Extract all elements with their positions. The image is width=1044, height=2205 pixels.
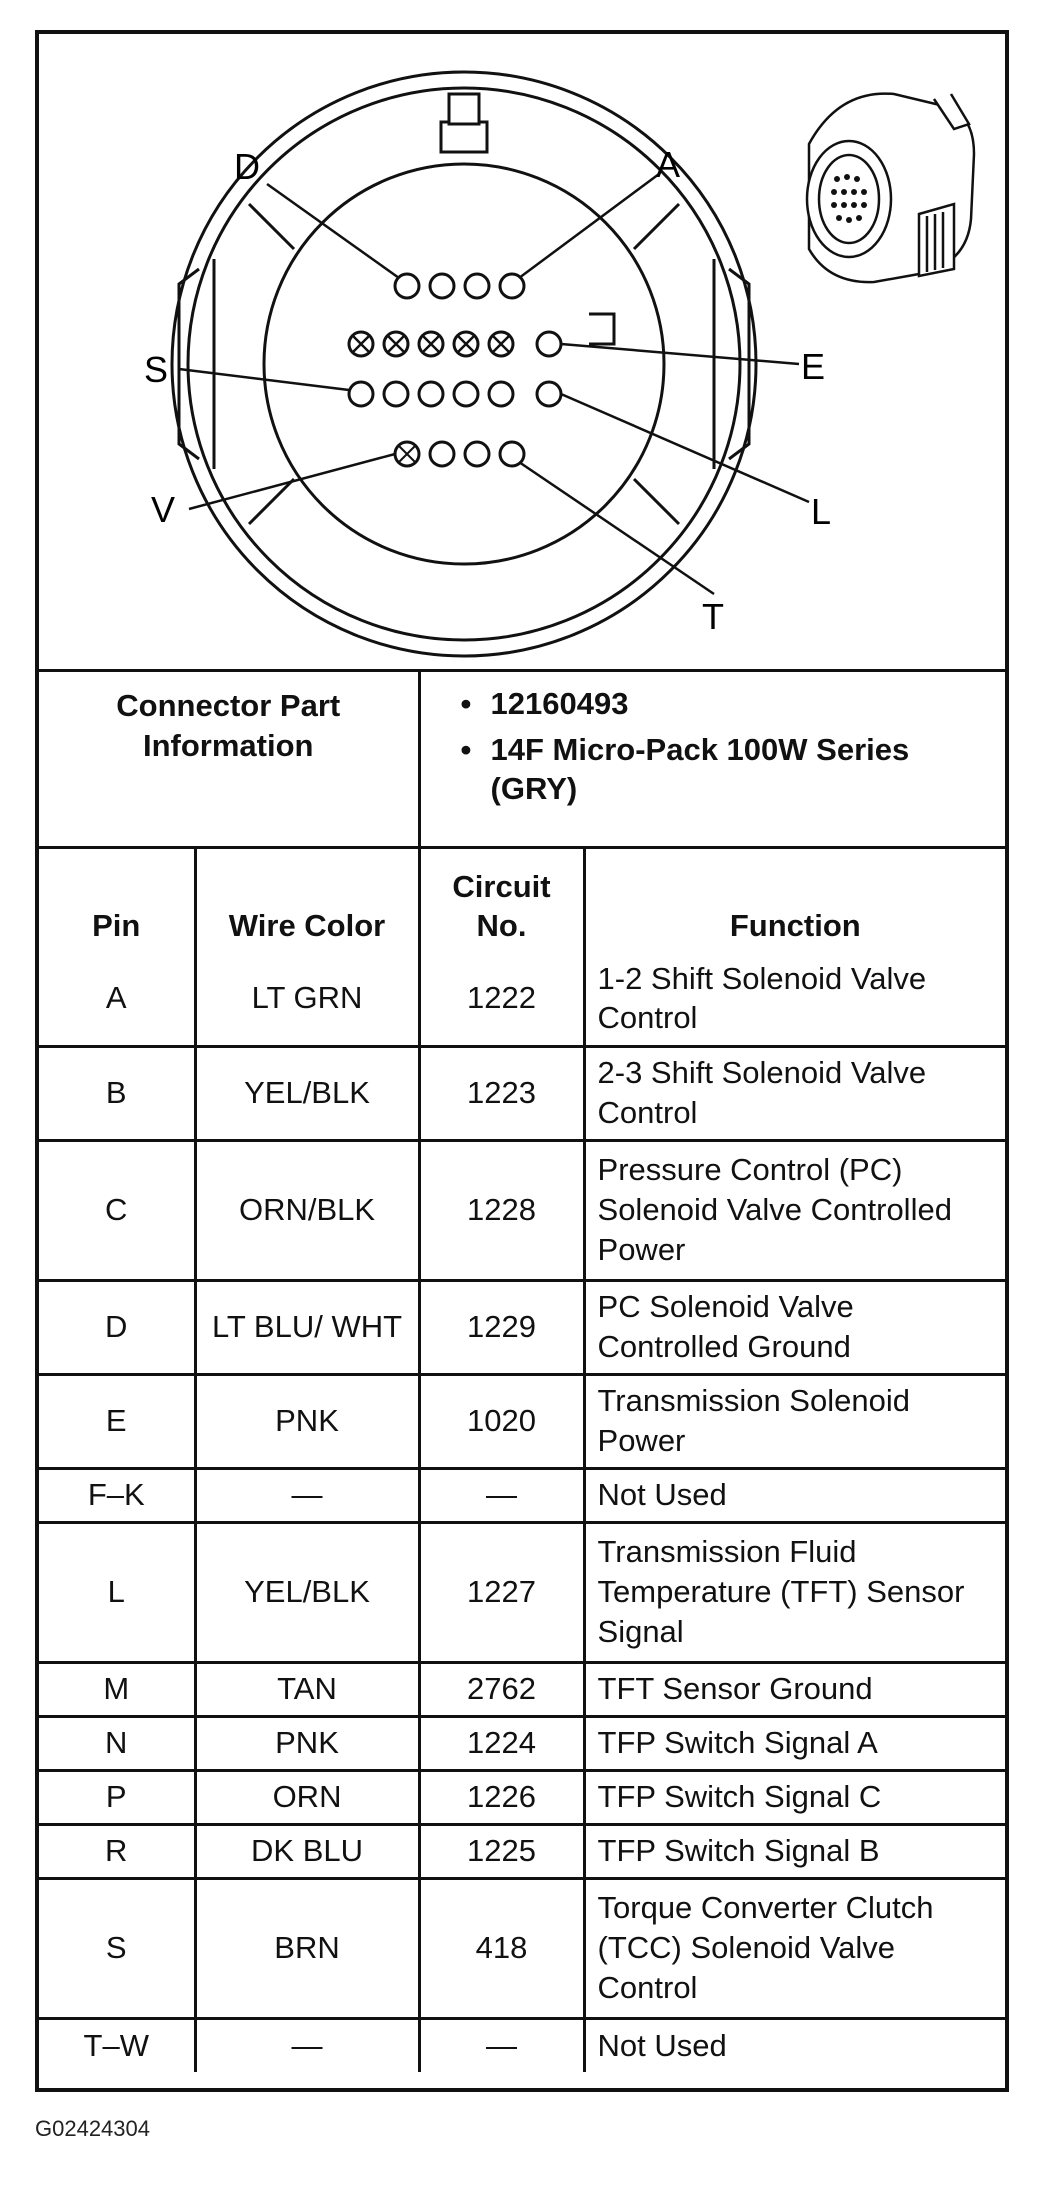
cell-pin: L: [39, 1522, 195, 1662]
cell-circuit: 1225: [419, 1824, 584, 1878]
cell-function: Torque Converter Clutch (TCC) Solenoid Valve Control: [584, 1878, 1005, 2018]
cell-circuit: 1226: [419, 1770, 584, 1824]
cell-pin: A: [39, 952, 195, 1046]
header-pin: Pin: [39, 848, 195, 953]
cell-function: TFT Sensor Ground: [584, 1662, 1005, 1716]
cell-wire-color: LT GRN: [195, 952, 419, 1046]
connector-part-number: • 12160493: [491, 684, 996, 724]
cell-wire-color: ORN/BLK: [195, 1140, 419, 1280]
cell-circuit: —: [419, 2018, 584, 2072]
cell-pin: M: [39, 1662, 195, 1716]
cell-pin: S: [39, 1878, 195, 2018]
cell-circuit: 1229: [419, 1280, 584, 1374]
connector-key: [441, 122, 487, 152]
cell-wire-color: PNK: [195, 1716, 419, 1770]
table-row: [39, 1046, 1005, 1140]
pin-row-1: [395, 274, 524, 298]
header-function: Function: [584, 848, 1005, 953]
table-row: [39, 1878, 1005, 2018]
pin-label-a: A: [656, 144, 681, 185]
cell-pin: C: [39, 1140, 195, 1280]
table-row: [39, 1468, 1005, 1522]
cell-circuit: 1224: [419, 1716, 584, 1770]
figure-code: G02424304: [35, 2116, 150, 2141]
cell-pin: N: [39, 1716, 195, 1770]
cell-wire-color: DK BLU: [195, 1824, 419, 1878]
cell-circuit: 1223: [419, 1046, 584, 1140]
table-row: [39, 2018, 1005, 2072]
cell-wire-color: BRN: [195, 1878, 419, 2018]
table-row: [39, 1824, 1005, 1878]
cell-wire-color: —: [195, 2018, 419, 2072]
cell-circuit: 1227: [419, 1522, 584, 1662]
pin-label-v: V: [151, 489, 176, 530]
table-row: [39, 1716, 1005, 1770]
cell-wire-color: YEL/BLK: [195, 1522, 419, 1662]
connector-info-row: [39, 672, 1005, 848]
cell-function: TFP Switch Signal C: [584, 1770, 1005, 1824]
pin-label-s: S: [144, 349, 169, 390]
table-row: [39, 1374, 1005, 1468]
table-row: [39, 1140, 1005, 1280]
pin-label-d: D: [234, 146, 260, 187]
cell-circuit: 1228: [419, 1140, 584, 1280]
cell-function: 2-3 Shift Solenoid Valve Control: [584, 1046, 1005, 1140]
table-row: [39, 1662, 1005, 1716]
connector-diagram: [39, 34, 1005, 672]
cell-wire-color: LT BLU/ WHT: [195, 1280, 419, 1374]
cell-function: TFP Switch Signal A: [584, 1716, 1005, 1770]
table-row: [39, 1280, 1005, 1374]
cell-wire-color: ORN: [195, 1770, 419, 1824]
table-header-row: [39, 848, 1005, 953]
connector-info-label: Connector Part Information: [39, 672, 419, 848]
table-row: [39, 952, 1005, 1046]
cell-pin: P: [39, 1770, 195, 1824]
connector-info-values: [419, 672, 1005, 848]
cell-circuit: 1222: [419, 952, 584, 1046]
cell-function: Not Used: [584, 2018, 1005, 2072]
cell-circuit: 418: [419, 1878, 584, 2018]
cell-circuit: 2762: [419, 1662, 584, 1716]
cell-pin: D: [39, 1280, 195, 1374]
pin-row-4: [395, 442, 524, 466]
cell-function: 1-2 Shift Solenoid Valve Control: [584, 952, 1005, 1046]
connector-series: • 14F Micro-Pack 100W Series (GRY): [491, 730, 996, 809]
cell-circuit: —: [419, 1468, 584, 1522]
cell-wire-color: —: [195, 1468, 419, 1522]
cell-function: Transmission Solenoid Power: [584, 1374, 1005, 1468]
cell-function: TFP Switch Signal B: [584, 1824, 1005, 1878]
cell-function: PC Solenoid Valve Controlled Ground: [584, 1280, 1005, 1374]
connector-frame: [35, 30, 1009, 2092]
cell-wire-color: PNK: [195, 1374, 419, 1468]
table-row: [39, 1770, 1005, 1824]
connector-3d-icon: [807, 94, 974, 283]
pin-label-e: E: [801, 346, 826, 387]
cell-function: Pressure Control (PC) Solenoid Valve Controlled Power: [584, 1140, 1005, 1280]
table-row: [39, 1522, 1005, 1662]
cell-function: Not Used: [584, 1468, 1005, 1522]
pin-row-2: [349, 332, 561, 356]
connector-face-drawing: [39, 34, 1005, 669]
cell-wire-color: YEL/BLK: [195, 1046, 419, 1140]
pin-label-t: T: [702, 596, 724, 637]
cell-wire-color: TAN: [195, 1662, 419, 1716]
cell-pin: R: [39, 1824, 195, 1878]
cell-pin: E: [39, 1374, 195, 1468]
header-circuit: Circuit No.: [419, 848, 584, 953]
pin-row-3: [349, 382, 561, 406]
cell-pin: F–K: [39, 1468, 195, 1522]
cell-circuit: 1020: [419, 1374, 584, 1468]
cell-function: Transmission Fluid Temperature (TFT) Sensor Signal: [584, 1522, 1005, 1662]
pin-label-l: L: [811, 491, 832, 532]
pinout-table: [39, 672, 1005, 2072]
header-wire-color: Wire Color: [195, 848, 419, 953]
cell-pin: B: [39, 1046, 195, 1140]
cell-pin: T–W: [39, 2018, 195, 2072]
